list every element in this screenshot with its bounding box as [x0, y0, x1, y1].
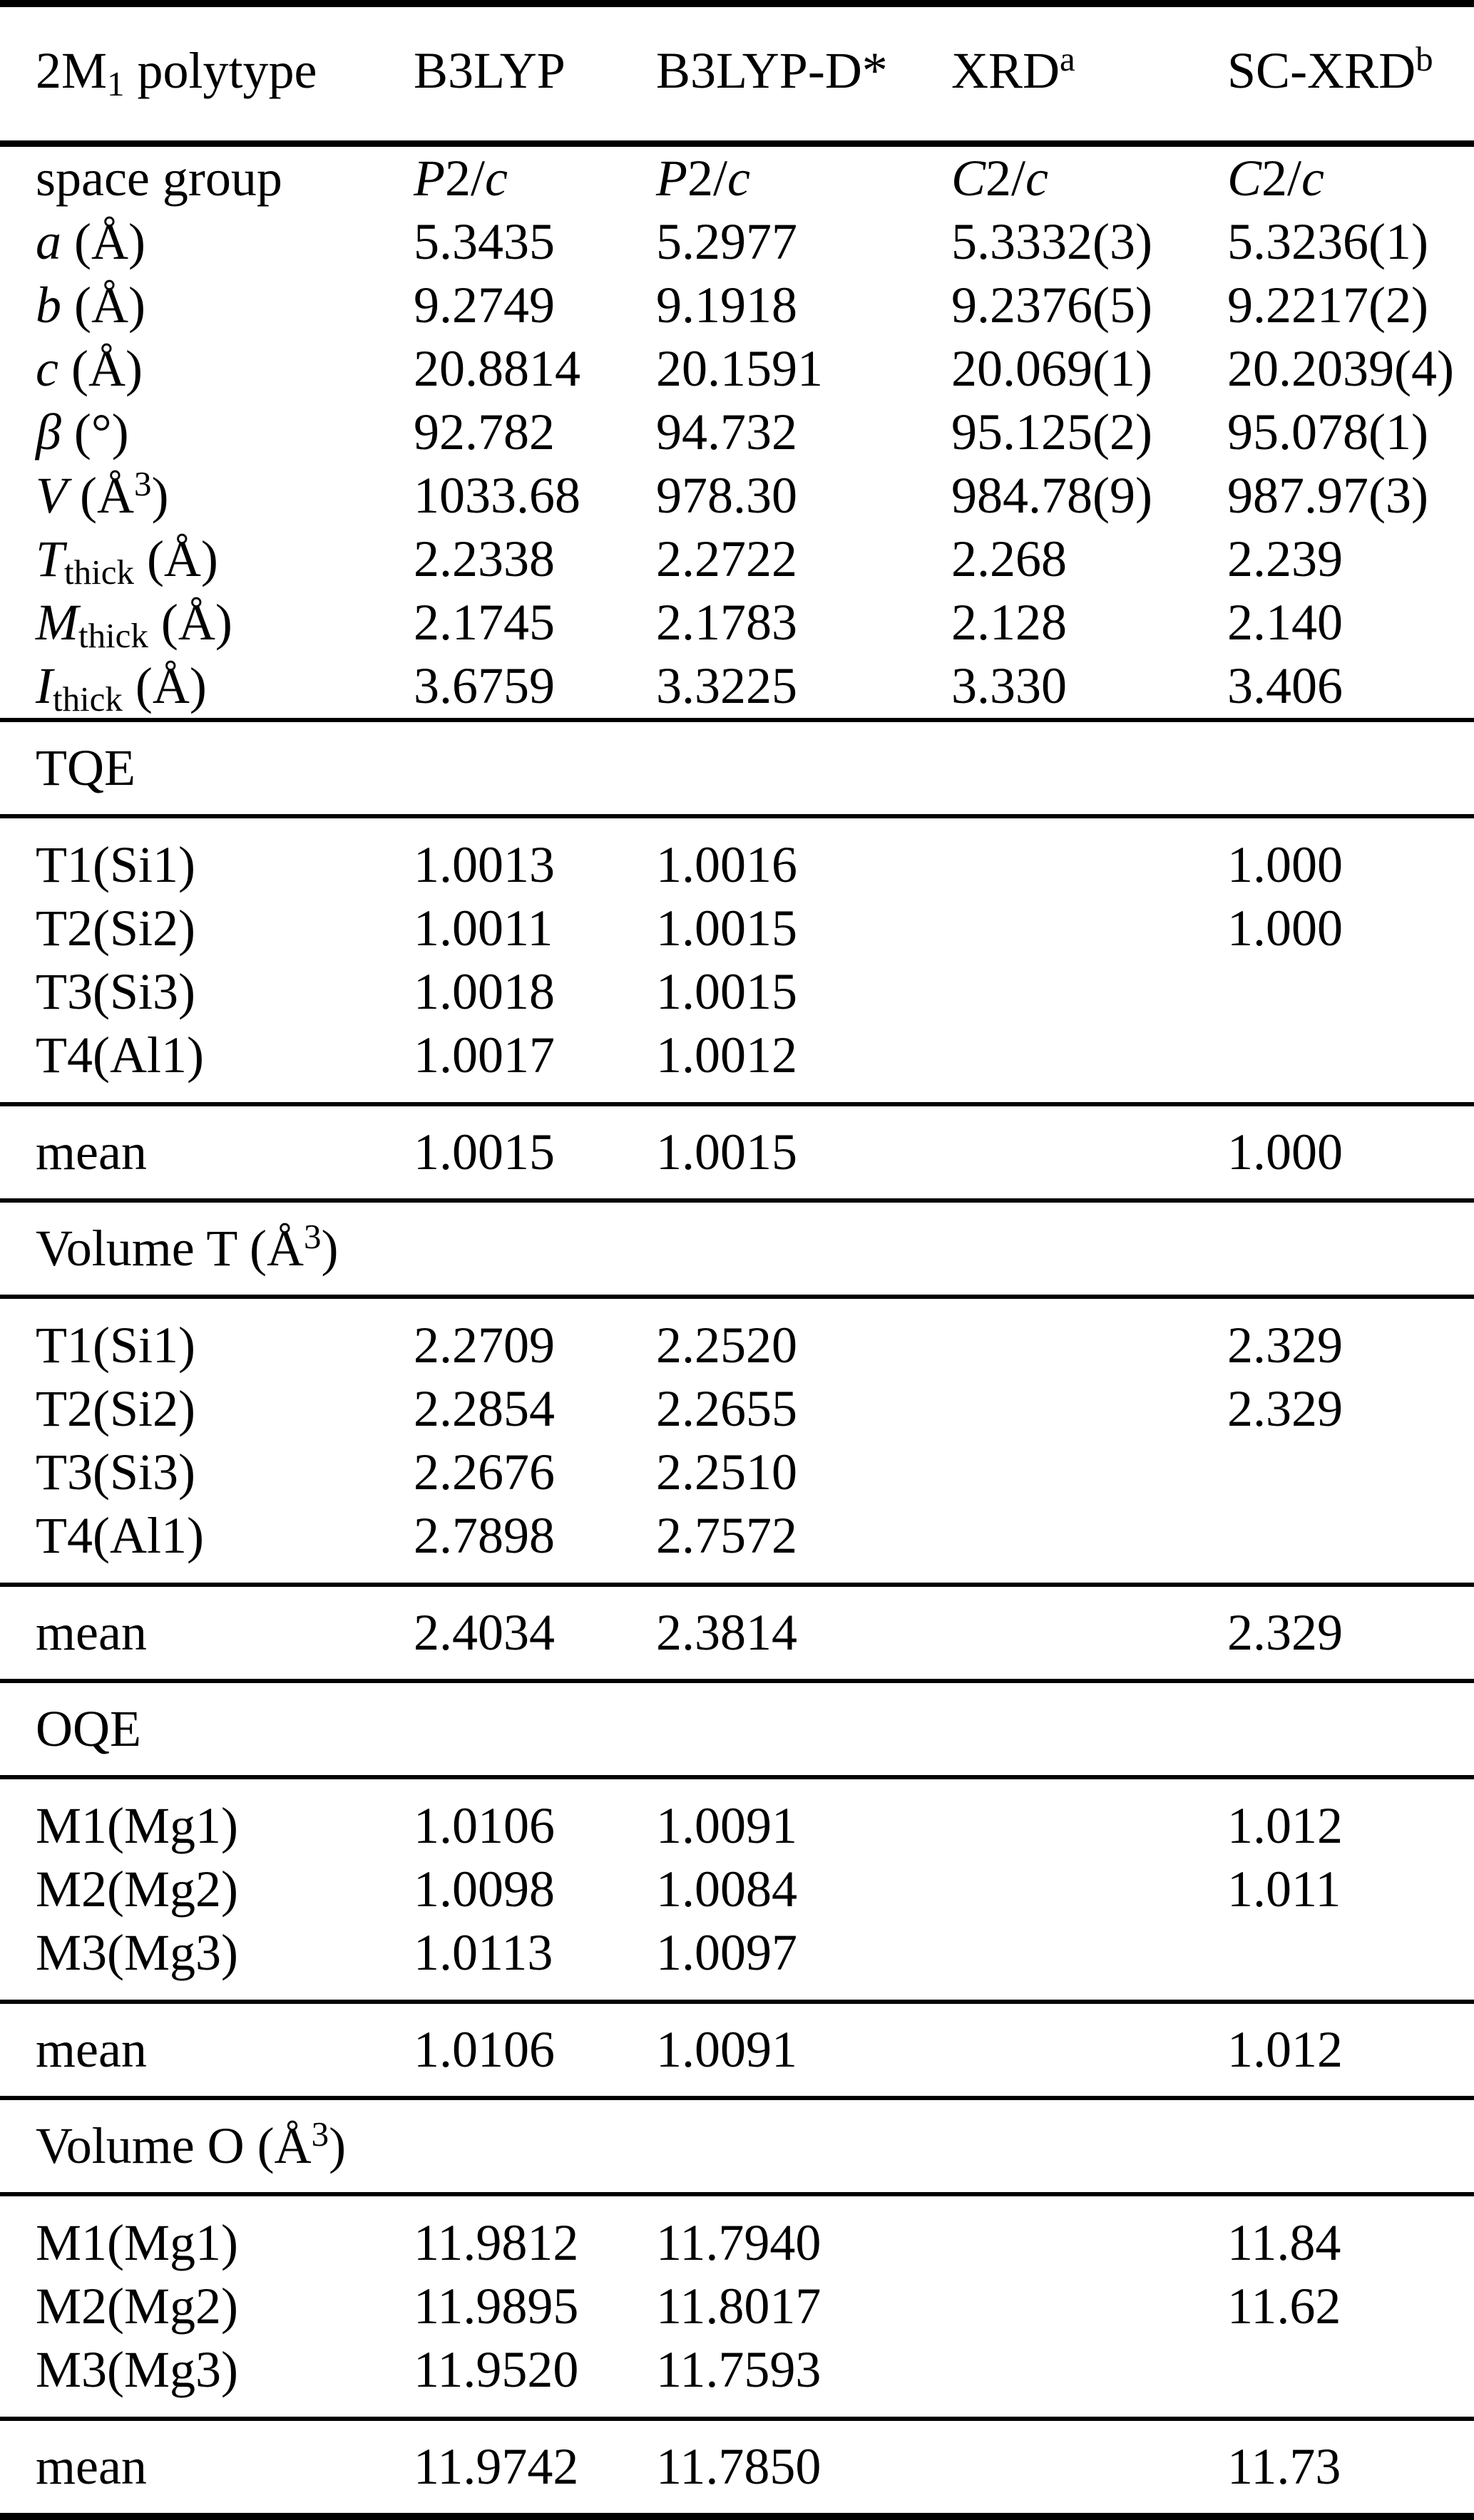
space-group-symbol: P — [656, 150, 687, 207]
label-symbol: b — [36, 277, 61, 334]
cell-xrd — [951, 2338, 1227, 2419]
section-title: TQE — [0, 720, 1474, 816]
space-group-number: 2/ — [1261, 150, 1302, 207]
label-unit: (Å) — [58, 340, 143, 397]
label-unit: (Å) — [133, 530, 218, 587]
cell-b3lyp-d: 2.7572 — [656, 1504, 951, 1585]
table-row — [0, 1297, 1474, 1377]
table-row — [0, 1504, 1474, 1585]
label-symbol: β — [36, 403, 61, 461]
cell-xrd — [951, 2194, 1227, 2275]
label-unit: (Å) — [148, 594, 232, 651]
cell-b3lyp-d: 1.0015 — [656, 963, 797, 1020]
label-symbol: M — [36, 594, 78, 651]
cell-sc-xrd: 1.012 — [1227, 1797, 1343, 1854]
cell-xrd: 2.128 — [951, 594, 1067, 651]
cell-b3lyp-d: 11.7593 — [656, 2338, 951, 2419]
cell-b3lyp-d: 1.0084 — [656, 1861, 797, 1918]
row-label — [0, 401, 414, 464]
cell-b3lyp: 11.9520 — [414, 2338, 656, 2419]
space-group-symbol: C — [951, 150, 986, 207]
table-row-m-thick — [0, 591, 1474, 654]
cell-xrd — [951, 897, 1227, 960]
cell-b3lyp: 11.9742 — [414, 2419, 656, 2516]
header-subscript: 1 — [107, 63, 125, 103]
cell-xrd — [951, 1297, 1227, 1377]
cell-b3lyp: 1.0011 — [414, 900, 553, 957]
row-label: T2(Si2) — [36, 900, 195, 957]
cell-sc-xrd: 2.239 — [1227, 530, 1343, 587]
cell-b3lyp-d: 11.8017 — [656, 2278, 822, 2335]
row-label: mean — [0, 2002, 414, 2098]
cell-xrd — [951, 1377, 1227, 1441]
table-row — [0, 1921, 1474, 2002]
cell-xrd — [951, 1921, 1227, 2002]
section-title — [0, 1200, 1474, 1297]
header-text: XRD — [951, 42, 1060, 99]
space-group-symbol: c — [1025, 150, 1049, 207]
cell-b3lyp — [414, 144, 656, 211]
table-row-beta — [0, 401, 1474, 464]
cell-b3lyp: 1.0017 — [414, 1024, 656, 1104]
cell-b3lyp: 9.2749 — [414, 277, 555, 334]
table-row — [0, 1441, 1474, 1504]
cell-b3lyp-d: 11.7850 — [656, 2419, 951, 2516]
section-title-text: ) — [321, 1220, 339, 1277]
row-label: M1(Mg1) — [36, 1797, 238, 1854]
cell-b3lyp: 2.4034 — [414, 1585, 656, 1681]
row-label: mean — [0, 1104, 414, 1200]
cell-b3lyp-d: 1.0091 — [656, 2002, 951, 2098]
cell-sc-xrd: 11.62 — [1227, 2278, 1341, 2335]
cell-sc-xrd — [1227, 144, 1474, 211]
cell-sc-xrd — [1227, 1024, 1474, 1104]
footnote-marker-b: b — [1416, 38, 1433, 78]
cell-b3lyp: 2.7898 — [414, 1504, 656, 1585]
cell-b3lyp: 2.2676 — [414, 1444, 555, 1501]
cell-xrd — [951, 1104, 1227, 1200]
row-label: T4(Al1) — [0, 1024, 414, 1104]
cell-b3lyp: 20.8814 — [414, 340, 580, 397]
cell-sc-xrd: 95.078(1) — [1227, 403, 1428, 461]
row-label: M3(Mg3) — [0, 2338, 414, 2419]
table-row — [0, 1777, 1474, 1858]
cell-b3lyp: 2.2854 — [414, 1380, 555, 1437]
cell-xrd — [951, 144, 1227, 211]
cell-sc-xrd: 987.97(3) — [1227, 467, 1428, 524]
row-label — [0, 464, 414, 528]
mean-row — [0, 1104, 1474, 1200]
section-header-tqe — [0, 720, 1474, 816]
footnote-marker-a: a — [1060, 38, 1075, 78]
cell-xrd: 20.069(1) — [951, 340, 1152, 397]
cell-b3lyp: 1.0018 — [414, 963, 555, 1020]
cell-sc-xrd — [1227, 1441, 1474, 1504]
label-symbol: a — [36, 213, 61, 270]
section-title-superscript: 3 — [304, 1216, 322, 1256]
row-label: M2(Mg2) — [36, 2278, 238, 2335]
space-group-symbol: c — [1301, 150, 1325, 207]
cell-sc-xrd: 5.3236(1) — [1227, 213, 1428, 270]
cell-xrd — [951, 1504, 1227, 1585]
cell-xrd — [951, 2419, 1227, 2516]
cell-sc-xrd: 9.2217(2) — [1227, 277, 1428, 334]
table-row-t-thick — [0, 528, 1474, 591]
cell-xrd: 9.2376(5) — [951, 277, 1152, 334]
section-title-text: Volume O (Å — [36, 2117, 312, 2174]
cell-b3lyp: 92.782 — [414, 403, 555, 461]
cell-b3lyp: 1033.68 — [414, 467, 580, 524]
cell-b3lyp-d: 1.0097 — [656, 1921, 951, 2002]
cell-sc-xrd: 11.73 — [1227, 2419, 1474, 2516]
row-label: T3(Si3) — [36, 1444, 195, 1501]
table-row — [0, 2275, 1474, 2338]
space-group-number: 2/ — [444, 150, 485, 207]
cell-sc-xrd: 1.000 — [1227, 1104, 1474, 1200]
row-label: T1(Si1) — [36, 836, 195, 893]
cell-b3lyp: 1.0113 — [414, 1921, 656, 2002]
row-label — [0, 654, 414, 720]
cell-xrd — [951, 2275, 1227, 2338]
column-header-b3lyp-d: B3LYP-D* — [656, 4, 951, 144]
row-label — [0, 274, 414, 337]
section-header-volume-o — [0, 2098, 1474, 2194]
row-label: mean — [0, 2419, 414, 2516]
label-unit: (Å) — [61, 213, 145, 270]
cell-xrd — [951, 1585, 1227, 1681]
cell-b3lyp: 11.9812 — [414, 2214, 579, 2271]
table-row — [0, 1377, 1474, 1441]
cell-b3lyp-d — [656, 144, 951, 211]
table-row — [0, 1024, 1474, 1104]
label-symbol: c — [36, 340, 58, 397]
row-label — [0, 591, 414, 654]
space-group-number: 2/ — [986, 150, 1026, 207]
cell-xrd — [951, 1024, 1227, 1104]
cell-b3lyp: 1.0106 — [414, 2002, 656, 2098]
label-unit: (Å) — [61, 277, 145, 334]
cell-b3lyp-d: 978.30 — [656, 467, 797, 524]
cell-b3lyp-d: 2.2520 — [656, 1317, 797, 1374]
row-label: M3(Mg3) — [0, 1921, 414, 2002]
cell-b3lyp-d: 11.7940 — [656, 2214, 822, 2271]
row-label — [0, 337, 414, 401]
row-label — [0, 528, 414, 591]
cell-b3lyp-d: 94.732 — [656, 403, 797, 461]
cell-b3lyp-d: 2.1783 — [656, 594, 797, 651]
space-group-symbol: P — [414, 150, 445, 207]
cell-b3lyp: 2.2709 — [414, 1317, 555, 1374]
cell-xrd: 5.3332(3) — [951, 213, 1152, 270]
cell-b3lyp: 3.6759 — [414, 654, 656, 720]
cell-b3lyp-d: 2.2722 — [656, 530, 797, 587]
label-unit: (°) — [61, 403, 129, 461]
cell-b3lyp-d: 1.0016 — [656, 836, 797, 893]
table-header-row — [0, 4, 1474, 144]
label-subscript: thick — [64, 552, 134, 592]
table-row-a — [0, 210, 1474, 274]
space-group-symbol: C — [1227, 150, 1262, 207]
header-text: polytype — [124, 42, 317, 99]
cell-sc-xrd: 20.2039(4) — [1227, 340, 1454, 397]
label-unit: ) — [151, 467, 169, 524]
row-label: T3(Si3) — [36, 963, 195, 1020]
cell-xrd: 3.330 — [951, 654, 1227, 720]
cell-b3lyp: 2.1745 — [414, 594, 555, 651]
cell-b3lyp: 11.9895 — [414, 2278, 579, 2335]
mean-row — [0, 2419, 1474, 2516]
space-group-number: 2/ — [687, 150, 727, 207]
table-row — [0, 2338, 1474, 2419]
cell-sc-xrd — [1227, 960, 1474, 1024]
column-header-sc-xrd — [1227, 4, 1474, 144]
cell-sc-xrd: 1.012 — [1227, 2002, 1474, 2098]
space-group-symbol: c — [485, 150, 508, 207]
cell-sc-xrd — [1227, 2338, 1474, 2419]
row-label: mean — [0, 1585, 414, 1681]
cell-b3lyp-d: 2.2510 — [656, 1444, 797, 1501]
cell-xrd — [951, 816, 1227, 897]
table-row — [0, 2194, 1474, 2275]
cell-b3lyp: 1.0106 — [414, 1797, 555, 1854]
table-row-b — [0, 274, 1474, 337]
cell-sc-xrd — [1227, 1504, 1474, 1585]
cell-sc-xrd: 1.000 — [1227, 900, 1343, 957]
cell-xrd — [951, 960, 1227, 1024]
table-row-c — [0, 337, 1474, 401]
row-label: T1(Si1) — [36, 1317, 195, 1374]
cell-sc-xrd: 2.329 — [1227, 1380, 1343, 1437]
cell-b3lyp: 5.3435 — [414, 213, 555, 270]
section-header-oqe — [0, 1681, 1474, 1777]
label-unit: (Å) — [122, 657, 207, 714]
row-label: T2(Si2) — [36, 1380, 195, 1437]
section-header-volume-t — [0, 1200, 1474, 1297]
column-header-polytype — [0, 4, 414, 144]
header-text: 2M — [36, 42, 108, 99]
row-label: space group — [36, 150, 282, 207]
label-symbol: V — [36, 467, 67, 524]
cell-b3lyp: 2.2338 — [414, 530, 555, 587]
cell-b3lyp-d: 2.2655 — [656, 1380, 797, 1437]
cell-b3lyp-d: 1.0091 — [656, 1797, 797, 1854]
label-subscript: thick — [78, 615, 148, 655]
cell-sc-xrd — [1227, 1921, 1474, 2002]
mean-row — [0, 2002, 1474, 2098]
table-row-i-thick — [0, 654, 1474, 720]
column-header-xrd — [951, 4, 1227, 144]
cell-xrd: 2.268 — [951, 530, 1067, 587]
table-row-volume — [0, 464, 1474, 528]
row-label: M1(Mg1) — [36, 2214, 238, 2271]
section-title-text: Volume T (Å — [36, 1220, 304, 1277]
cell-b3lyp-d: 9.1918 — [656, 277, 797, 334]
cell-b3lyp-d: 3.3225 — [656, 654, 951, 720]
section-title — [0, 2098, 1474, 2194]
cell-sc-xrd: 1.011 — [1227, 1861, 1341, 1918]
cell-xrd: 984.78(9) — [951, 467, 1152, 524]
space-group-symbol: c — [727, 150, 750, 207]
cell-b3lyp-d: 5.2977 — [656, 213, 797, 270]
label-subscript: thick — [52, 679, 123, 719]
cell-xrd — [951, 1858, 1227, 1921]
section-title-superscript: 3 — [311, 2114, 329, 2154]
cell-xrd: 95.125(2) — [951, 403, 1152, 461]
label-superscript: 3 — [133, 463, 152, 503]
cell-sc-xrd: 1.000 — [1227, 836, 1343, 893]
cell-b3lyp: 1.0015 — [414, 1104, 656, 1200]
table-row — [0, 960, 1474, 1024]
cell-xrd — [951, 1777, 1227, 1858]
cell-sc-xrd: 2.140 — [1227, 594, 1343, 651]
cell-b3lyp: 1.0098 — [414, 1861, 555, 1918]
row-label — [0, 210, 414, 274]
header-text: SC-XRD — [1227, 42, 1416, 99]
table-row — [0, 897, 1474, 960]
cell-b3lyp-d: 20.1591 — [656, 340, 823, 397]
cell-sc-xrd: 3.406 — [1227, 654, 1474, 720]
row-label: M2(Mg2) — [36, 1861, 238, 1918]
section-title-text: ) — [329, 2117, 347, 2174]
mean-row — [0, 1585, 1474, 1681]
cell-b3lyp-d: 2.3814 — [656, 1585, 951, 1681]
cell-b3lyp-d: 1.0015 — [656, 1104, 951, 1200]
label-symbol: T — [36, 530, 65, 587]
label-unit: (Å — [66, 467, 134, 524]
cell-xrd — [951, 1441, 1227, 1504]
column-header-b3lyp: B3LYP — [414, 4, 656, 144]
label-symbol: I — [36, 657, 53, 714]
table-row-space-group — [0, 144, 1474, 211]
section-title: OQE — [0, 1681, 1474, 1777]
cell-sc-xrd: 11.84 — [1227, 2214, 1341, 2271]
cell-b3lyp-d: 1.0012 — [656, 1024, 951, 1104]
row-label: T4(Al1) — [0, 1504, 414, 1585]
table-row — [0, 816, 1474, 897]
table-row — [0, 1858, 1474, 1921]
cell-b3lyp-d: 1.0015 — [656, 900, 797, 957]
cell-sc-xrd: 2.329 — [1227, 1585, 1474, 1681]
cell-b3lyp: 1.0013 — [414, 836, 555, 893]
cell-sc-xrd: 2.329 — [1227, 1317, 1343, 1374]
cell-xrd — [951, 2002, 1227, 2098]
